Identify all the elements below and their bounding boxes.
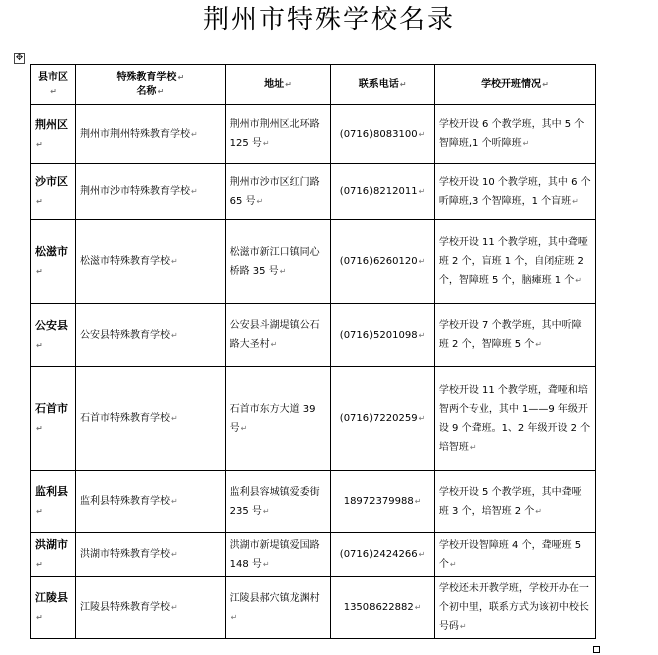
region-cell-text: 公安县 bbox=[35, 318, 68, 332]
table-row bbox=[31, 304, 596, 367]
header-school-name: 特殊教育学校↵ 名称↵ bbox=[75, 65, 225, 105]
school-name-cell-text: 荆州市沙市特殊教育学校 bbox=[79, 186, 190, 197]
paragraph-mark: ↵ bbox=[414, 497, 422, 506]
header-row bbox=[31, 65, 596, 105]
region-cell-text: 石首市 bbox=[35, 402, 68, 415]
address-cell-text: 松滋市新江口镇同心桥路 35 号 bbox=[229, 246, 320, 277]
school-name-cell bbox=[75, 471, 225, 533]
classes-cell-text: 学校开设 6 个教学班，其中 5 个智障班,1 个听障班 bbox=[438, 119, 585, 149]
region-cell bbox=[31, 471, 76, 533]
address-cell bbox=[225, 220, 331, 304]
header-region: 县市区↵ bbox=[31, 65, 76, 105]
school-name-cell-text: 监利县特殊教育学校 bbox=[79, 496, 170, 507]
classes-cell-text: 学校开设 11 个教学班，聋哑和培智两个专业，其中 1——9 年级开设 9 个聋班。1、2 年级开设 2 个培智班 bbox=[438, 384, 591, 453]
classes-cell bbox=[434, 164, 595, 220]
region-cell bbox=[31, 304, 76, 367]
paragraph-mark: ↵ bbox=[575, 276, 582, 285]
region-cell-text: 松滋市 bbox=[35, 245, 68, 258]
table-row bbox=[31, 367, 596, 471]
region-cell-text: 沙市区 bbox=[35, 175, 68, 188]
region-cell bbox=[31, 367, 76, 471]
school-name-cell-text: 洪湖市特殊教育学校 bbox=[79, 549, 170, 560]
paragraph-mark: ↵ bbox=[36, 424, 43, 433]
paragraph-mark: ↵ bbox=[522, 139, 530, 148]
school-name-cell-text: 松滋市特殊教育学校 bbox=[79, 256, 170, 267]
paragraph-mark: ↵ bbox=[418, 330, 426, 340]
school-name-cell bbox=[75, 304, 225, 367]
paragraph-mark: ↵ bbox=[170, 550, 178, 559]
address-cell bbox=[225, 367, 331, 471]
header-classes: 学校开班情况↵ bbox=[434, 65, 595, 105]
phone-cell bbox=[331, 471, 435, 533]
address-cell bbox=[225, 164, 331, 220]
school-name-cell bbox=[75, 533, 225, 577]
paragraph-mark: ↵ bbox=[36, 560, 43, 569]
school-name-cell bbox=[75, 105, 225, 164]
move-cross-icon[interactable]: ✥ bbox=[15, 53, 24, 63]
address-cell bbox=[225, 304, 331, 367]
region-cell-text: 江陵县 bbox=[35, 591, 68, 604]
classes-cell-text: 学校开设 11 个教学班，其中聋哑班 2 个，盲班 1 个，自闭症班 2 个，智障班 5 个，脑瘫班 1 个 bbox=[438, 237, 588, 286]
classes-cell-text: 学校开设智障班 4 个，聋哑班 5 个 bbox=[438, 539, 582, 570]
school-name-cell-text: 石首市特殊教育学校 bbox=[79, 413, 170, 424]
phone-cell-text: (0716)8212011 bbox=[339, 186, 418, 197]
region-cell bbox=[31, 105, 76, 164]
address-cell-text: 江陵县郝穴镇龙渊村 bbox=[229, 592, 320, 604]
address-cell-text: 监利县容城镇爱委街 235 号 bbox=[229, 486, 320, 517]
phone-cell-text: (0716)8083100 bbox=[339, 128, 418, 140]
phone-cell-text: 18972379988 bbox=[343, 496, 414, 507]
phone-cell-text: (0716)6260120 bbox=[339, 256, 418, 267]
paragraph-mark: ↵ bbox=[414, 603, 422, 612]
region-cell bbox=[31, 220, 76, 304]
region-cell bbox=[31, 577, 76, 639]
classes-cell-text: 学校开设 7 个教学班，其中听障班 2 个，智障班 5 个 bbox=[438, 320, 582, 350]
classes-cell bbox=[434, 577, 595, 639]
phone-cell bbox=[331, 577, 435, 639]
classes-cell bbox=[434, 471, 595, 533]
school-name-cell-text: 公安县特殊教育学校 bbox=[79, 329, 170, 341]
paragraph-mark: ↵ bbox=[459, 622, 467, 631]
header-address: 地址↵ bbox=[225, 65, 331, 105]
phone-cell-text: (0716)2424266 bbox=[339, 549, 418, 560]
region-cell-text: 洪湖市 bbox=[35, 538, 68, 551]
phone-cell bbox=[331, 105, 435, 164]
paragraph-mark: ↵ bbox=[256, 196, 264, 206]
region-cell bbox=[31, 164, 76, 220]
classes-cell-text: 学校开设 5 个教学班，其中聋哑班 3 个，培智班 2 个 bbox=[438, 486, 582, 517]
paragraph-mark: ↵ bbox=[170, 414, 178, 423]
school-name-cell-text: 荆州市荆州特殊教育学校 bbox=[79, 128, 190, 140]
address-cell bbox=[225, 577, 331, 639]
paragraph-mark: ↵ bbox=[449, 559, 457, 569]
paragraph-mark: ↵ bbox=[270, 340, 278, 349]
paragraph-mark: ↵ bbox=[170, 257, 178, 266]
paragraph-mark: ↵ bbox=[418, 414, 426, 423]
classes-cell bbox=[434, 533, 595, 577]
paragraph-mark: ↵ bbox=[418, 129, 426, 139]
school-name-cell bbox=[75, 367, 225, 471]
phone-cell bbox=[331, 533, 435, 577]
address-cell-text: 石首市东方大道 39 号 bbox=[229, 403, 316, 434]
paragraph-mark: ↵ bbox=[418, 187, 426, 196]
phone-cell bbox=[331, 367, 435, 471]
paragraph-mark: ↵ bbox=[170, 497, 178, 506]
table-resize-handle[interactable] bbox=[593, 646, 600, 653]
phone-cell-text: (0716)5201098 bbox=[339, 329, 418, 341]
paragraph-mark: ↵ bbox=[190, 187, 198, 196]
paragraph-mark: ↵ bbox=[418, 550, 426, 559]
classes-cell bbox=[434, 367, 595, 471]
table-row bbox=[31, 220, 596, 304]
header-phone: 联系电话↵ bbox=[331, 65, 435, 105]
address-cell-text: 洪湖市新堤镇爱国路 148 号 bbox=[229, 539, 320, 570]
region-cell-text: 监利县 bbox=[35, 485, 68, 498]
paragraph-mark: ↵ bbox=[572, 196, 579, 206]
paragraph-mark: ↵ bbox=[36, 197, 43, 206]
paragraph-mark: ↵ bbox=[170, 603, 178, 612]
paragraph-mark: ↵ bbox=[262, 139, 270, 148]
address-cell-text: 荆州市荆州区北环路 125 号 bbox=[229, 119, 320, 149]
address-cell bbox=[225, 533, 331, 577]
table-row bbox=[31, 105, 596, 164]
phone-cell-text: 13508622882 bbox=[343, 602, 414, 613]
paragraph-mark: ↵ bbox=[190, 129, 198, 139]
paragraph-mark: ↵ bbox=[36, 340, 43, 350]
address-cell-text: 公安县斗湖堤镇公石路大圣村 bbox=[229, 320, 320, 350]
address-cell bbox=[225, 471, 331, 533]
paragraph-mark: ↵ bbox=[36, 613, 43, 622]
phone-cell-text: (0716)7220259 bbox=[339, 413, 418, 424]
paragraph-mark: ↵ bbox=[262, 559, 270, 569]
document-title: 荆州市特殊学校名录 bbox=[202, 5, 455, 35]
paragraph-mark: ↵ bbox=[240, 423, 248, 433]
table-row bbox=[31, 471, 596, 533]
classes-cell bbox=[434, 304, 595, 367]
paragraph-mark: ↵ bbox=[469, 442, 477, 452]
paragraph-mark: ↵ bbox=[279, 266, 287, 276]
table-row bbox=[31, 164, 596, 220]
paragraph-mark: ↵ bbox=[418, 257, 426, 266]
school-name-cell bbox=[75, 577, 225, 639]
address-cell-text: 荆州市沙市区红门路 65 号 bbox=[229, 176, 320, 207]
school-roster-table bbox=[30, 64, 596, 639]
paragraph-mark: ↵ bbox=[36, 267, 43, 276]
table-row bbox=[31, 533, 596, 577]
address-cell bbox=[225, 105, 331, 164]
paragraph-mark: ↵ bbox=[262, 506, 270, 516]
paragraph-mark: ↵ bbox=[535, 340, 542, 349]
phone-cell bbox=[331, 220, 435, 304]
region-cell bbox=[31, 533, 76, 577]
phone-cell bbox=[331, 164, 435, 220]
paragraph-mark: ↵ bbox=[535, 506, 542, 516]
classes-cell-text: 学校开设 10 个教学班，其中 6 个听障班,3 个智障班，1 个盲班 bbox=[438, 176, 591, 207]
classes-cell bbox=[434, 220, 595, 304]
region-cell-text: 荆州区 bbox=[35, 117, 68, 131]
school-name-cell-text: 江陵县特殊教育学校 bbox=[79, 602, 170, 613]
paragraph-mark: ↵ bbox=[36, 139, 43, 149]
phone-cell bbox=[331, 304, 435, 367]
paragraph-mark: ↵ bbox=[230, 612, 238, 622]
paragraph-mark: ↵ bbox=[170, 330, 178, 340]
classes-cell bbox=[434, 105, 595, 164]
classes-cell-text: 学校还未开教学班，学校开办在一个初中里，联系方式为该初中校长号码 bbox=[438, 583, 589, 632]
school-name-cell bbox=[75, 164, 225, 220]
school-name-cell bbox=[75, 220, 225, 304]
table-row bbox=[31, 577, 596, 639]
paragraph-mark: ↵ bbox=[36, 507, 43, 516]
